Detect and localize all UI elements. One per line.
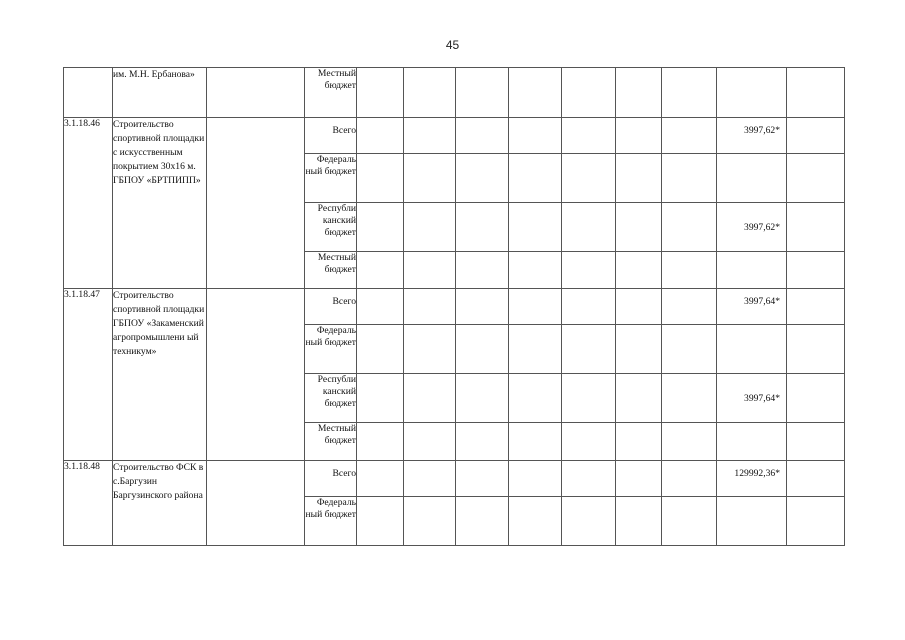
value-cell xyxy=(787,497,845,546)
value-cell xyxy=(662,203,717,252)
value-cell xyxy=(616,325,662,374)
value-cell xyxy=(662,325,717,374)
value-cell xyxy=(616,252,662,289)
value-cell xyxy=(357,154,404,203)
value-cell xyxy=(404,68,456,118)
value-cell xyxy=(787,154,845,203)
value-cell xyxy=(509,423,562,461)
value-cell xyxy=(509,118,562,154)
row-code: 3.1.18.46 xyxy=(64,118,113,289)
value-cell xyxy=(616,289,662,325)
value-cell xyxy=(456,374,509,423)
table-row xyxy=(64,461,845,497)
funding-source: Федераль ный бюджет xyxy=(305,154,357,203)
value-cell xyxy=(456,68,509,118)
value-cell xyxy=(562,461,616,497)
value-cell xyxy=(662,423,717,461)
value-cell xyxy=(456,203,509,252)
value-cell xyxy=(616,423,662,461)
value-cell xyxy=(562,423,616,461)
responsible-cell xyxy=(207,68,305,118)
responsible-cell xyxy=(207,461,305,546)
value-cell xyxy=(509,203,562,252)
value-cell xyxy=(562,154,616,203)
value-cell xyxy=(357,423,404,461)
value-cell xyxy=(787,423,845,461)
value-cell xyxy=(562,203,616,252)
row-name: Строительство ФСК в с.Баргузин Баргузинского района xyxy=(113,461,207,546)
funding-source: Всего xyxy=(305,461,357,497)
value-cell xyxy=(662,374,717,423)
value-cell xyxy=(456,252,509,289)
value-cell xyxy=(562,374,616,423)
value-cell xyxy=(509,154,562,203)
value-cell xyxy=(357,289,404,325)
value-cell xyxy=(787,252,845,289)
value-cell xyxy=(662,497,717,546)
amount-cell: 3997,64* xyxy=(717,374,787,423)
funding-source: Федераль ный бюджет xyxy=(305,325,357,374)
value-cell xyxy=(787,374,845,423)
row-code xyxy=(64,68,113,118)
value-cell xyxy=(404,118,456,154)
amount-cell xyxy=(717,325,787,374)
value-cell xyxy=(404,374,456,423)
value-cell xyxy=(787,118,845,154)
value-cell xyxy=(509,497,562,546)
value-cell xyxy=(562,68,616,118)
value-cell xyxy=(456,118,509,154)
row-name: Строительство спортивной площадки с искусственным покрытием 30x16 м. ГБПОУ «БРТПИПП» xyxy=(113,118,207,289)
value-cell xyxy=(616,203,662,252)
value-cell xyxy=(662,118,717,154)
value-cell xyxy=(787,289,845,325)
amount-cell xyxy=(717,252,787,289)
value-cell xyxy=(509,461,562,497)
value-cell xyxy=(509,289,562,325)
value-cell xyxy=(787,325,845,374)
value-cell xyxy=(616,497,662,546)
amount-cell: 3997,62* xyxy=(717,203,787,252)
page-number: 45 xyxy=(445,38,460,52)
amount-cell xyxy=(717,68,787,118)
amount-cell xyxy=(717,154,787,203)
value-cell xyxy=(616,461,662,497)
value-cell xyxy=(562,497,616,546)
funding-source: Местный бюджет xyxy=(305,68,357,118)
value-cell xyxy=(509,68,562,118)
value-cell xyxy=(404,203,456,252)
value-cell xyxy=(662,289,717,325)
value-cell xyxy=(404,461,456,497)
value-cell xyxy=(357,252,404,289)
funding-source: Республи канский бюджет xyxy=(305,203,357,252)
value-cell xyxy=(404,423,456,461)
funding-source: Всего xyxy=(305,118,357,154)
funding-source: Республи канский бюджет xyxy=(305,374,357,423)
value-cell xyxy=(404,252,456,289)
value-cell xyxy=(562,118,616,154)
value-cell xyxy=(404,154,456,203)
value-cell xyxy=(509,325,562,374)
value-cell xyxy=(662,461,717,497)
value-cell xyxy=(456,154,509,203)
value-cell xyxy=(616,154,662,203)
value-cell xyxy=(357,68,404,118)
value-cell xyxy=(456,461,509,497)
table-row xyxy=(64,118,845,154)
value-cell xyxy=(357,374,404,423)
row-name: им. М.Н. Ербанова» xyxy=(113,68,207,118)
value-cell xyxy=(787,203,845,252)
table-row xyxy=(64,68,845,118)
value-cell xyxy=(562,289,616,325)
row-code: 3.1.18.47 xyxy=(64,289,113,461)
value-cell xyxy=(662,68,717,118)
value-cell xyxy=(357,497,404,546)
value-cell xyxy=(456,497,509,546)
value-cell xyxy=(562,325,616,374)
amount-cell xyxy=(717,423,787,461)
value-cell xyxy=(404,497,456,546)
value-cell xyxy=(562,252,616,289)
value-cell xyxy=(357,461,404,497)
funding-source: Федераль ный бюджет xyxy=(305,497,357,546)
amount-cell: 129992,36* xyxy=(717,461,787,497)
value-cell xyxy=(787,461,845,497)
row-name: Строительство спортивной площадки ГБПОУ «Закаменский агропромышлени ый техникум» xyxy=(113,289,207,461)
amount-cell: 3997,64* xyxy=(717,289,787,325)
funding-source: Местный бюджет xyxy=(305,252,357,289)
value-cell xyxy=(662,252,717,289)
responsible-cell xyxy=(207,118,305,289)
value-cell xyxy=(616,374,662,423)
value-cell xyxy=(787,68,845,118)
funding-source: Местный бюджет xyxy=(305,423,357,461)
value-cell xyxy=(616,118,662,154)
responsible-cell xyxy=(207,289,305,461)
amount-cell xyxy=(717,497,787,546)
value-cell xyxy=(456,325,509,374)
value-cell xyxy=(509,374,562,423)
value-cell xyxy=(357,325,404,374)
table-row xyxy=(64,289,845,325)
value-cell xyxy=(357,203,404,252)
row-code: 3.1.18.48 xyxy=(64,461,113,546)
value-cell xyxy=(616,68,662,118)
value-cell xyxy=(662,154,717,203)
budget-table xyxy=(63,67,845,546)
value-cell xyxy=(404,289,456,325)
value-cell xyxy=(357,118,404,154)
value-cell xyxy=(404,325,456,374)
value-cell xyxy=(509,252,562,289)
value-cell xyxy=(456,289,509,325)
amount-cell: 3997,62* xyxy=(717,118,787,154)
funding-source: Всего xyxy=(305,289,357,325)
value-cell xyxy=(456,423,509,461)
